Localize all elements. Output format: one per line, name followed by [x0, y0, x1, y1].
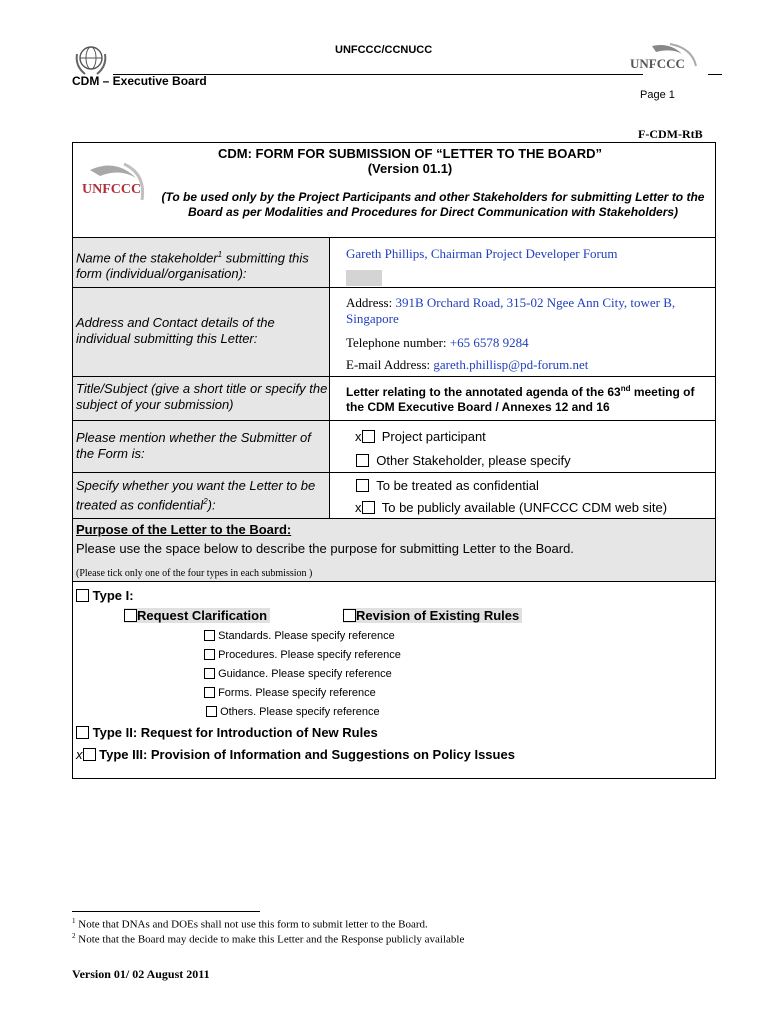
sub-option-procedures[interactable]: Procedures. Please specify reference — [204, 649, 401, 661]
unfccc-header-logo — [612, 40, 712, 78]
purpose-note: (Please tick only one of the four types in each submission ) — [76, 568, 313, 579]
stakeholder-value: Gareth Phillips, Chairman Project Developer Forum — [346, 246, 618, 261]
checkbox-icon[interactable] — [204, 649, 215, 660]
type2-option[interactable]: Type II: Request for Introduction of New Rules — [76, 725, 378, 740]
confidential-option-private[interactable]: To be treated as confidential — [356, 478, 539, 493]
submitter-label: Please mention whether the Submitter of the Form is: — [76, 430, 311, 461]
checkbox-icon[interactable] — [343, 609, 356, 622]
unfccc-form-logo — [80, 160, 150, 212]
subject-label: Title/Subject (give a short title or specify the subject of your submission) — [76, 381, 328, 412]
form-version: (Version 01.1) — [367, 161, 453, 176]
type3-option[interactable]: x Type III: Provision of Information and Suggestions on Policy Issues — [76, 747, 515, 762]
page-number: Page 1 — [640, 89, 675, 101]
checkbox-icon[interactable] — [206, 706, 217, 717]
svg-text:UNFCCC: UNFCCC — [630, 56, 685, 71]
sub-option-others[interactable]: Others. Please specify reference — [206, 706, 380, 718]
contact-address: Address: 391B Orchard Road, 315-02 Ngee Ann City, tower B, Singapore — [346, 295, 676, 326]
checkbox-icon[interactable] — [83, 748, 96, 761]
purpose-description: Please use the space below to describe the purpose for submitting Letter to the Board. — [76, 541, 574, 556]
checkbox-icon[interactable] — [204, 687, 215, 698]
checkbox-icon[interactable] — [204, 630, 215, 641]
form-code: F-CDM-RtB — [638, 127, 703, 141]
type1-option[interactable]: Type I: — [76, 588, 134, 603]
subject-value: Letter relating to the annotated agenda of the 63nd meeting of the CDM Executive Board / Annexes 12 and 16 — [346, 384, 695, 414]
contact-label: Address and Contact details of the individual submitting this Letter: — [76, 315, 275, 346]
stakeholder-box — [346, 270, 382, 286]
form-title: CDM: FORM FOR SUBMISSION OF “LETTER TO THE BOARD” — [218, 146, 602, 161]
checkbox-icon[interactable] — [76, 726, 89, 739]
checkbox-icon[interactable] — [356, 479, 369, 492]
checkbox-icon[interactable] — [362, 430, 375, 443]
checkbox-icon[interactable] — [362, 501, 375, 514]
checkbox-icon[interactable] — [204, 668, 215, 679]
sub-option-guidance[interactable]: Guidance. Please specify reference — [204, 668, 392, 680]
checkbox-icon[interactable] — [124, 609, 137, 622]
contact-phone: Telephone number: +65 6578 9284 — [346, 335, 529, 350]
footnote-2: $^2$ Note that the Board may decide to make this Letter and the Response publicly available — [72, 932, 465, 946]
confidential-label: Specify whether you want the Letter to be treated as confidential$^2$): — [76, 478, 316, 513]
submitter-option-participant[interactable]: x Project participant — [355, 429, 486, 444]
revision-rules-option[interactable]: Revision of Existing Rules — [343, 608, 522, 623]
submitter-option-stakeholder[interactable]: Other Stakeholder, please specify — [356, 453, 571, 468]
form-instructions: (To be used only by the Project Participants and other Stakeholders for submitting Letter to the Board as per Modalities and Procedures for Direct Communication with Stakeholders) — [161, 190, 705, 219]
header-org: UNFCCC/CCNUCC — [335, 44, 433, 56]
stakeholder-label: Name of the stakeholder$^1$ submitting this form (individual/organisation): — [76, 250, 309, 282]
sub-option-standards[interactable]: Standards. Please specify reference — [204, 630, 395, 642]
request-clarification-option[interactable]: Request Clarification — [124, 608, 270, 623]
contact-email: E-mail Address: gareth.phillisp@pd-forum.net — [346, 357, 589, 372]
footer-version: Version 01/ 02 August 2011 — [72, 967, 210, 981]
sub-option-forms[interactable]: Forms. Please specify reference — [204, 687, 376, 699]
confidential-option-public[interactable]: x To be publicly available (UNFCCC CDM web site) — [355, 500, 668, 515]
footnote-1: $^1$ Note that DNAs and DOEs shall not use this form to submit letter to the Board. — [72, 917, 428, 931]
purpose-heading: Purpose of the Letter to the Board: — [76, 522, 292, 537]
checkbox-icon[interactable] — [356, 454, 369, 467]
checkbox-icon[interactable] — [76, 589, 89, 602]
svg-text:UNFCCC: UNFCCC — [82, 182, 142, 197]
header-board: CDM – Executive Board — [72, 74, 207, 88]
